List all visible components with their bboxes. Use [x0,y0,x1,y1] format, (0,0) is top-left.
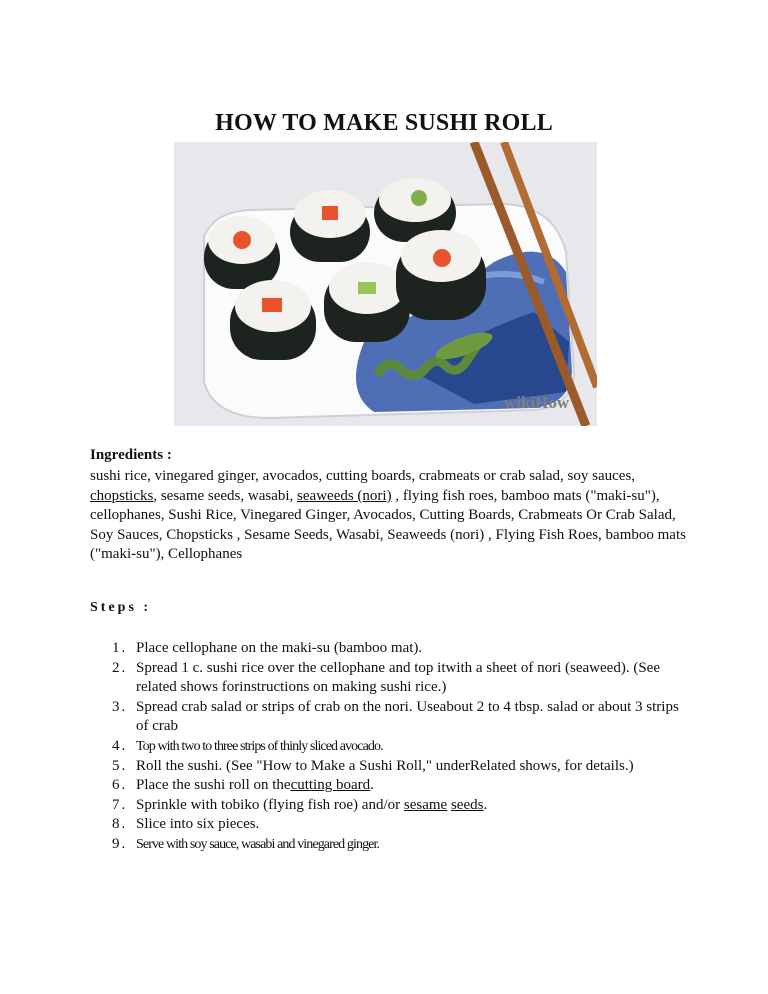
ingredients-text-3: , flying fish roes, bamboo mats ("maki-su"), cellophanes, Sushi Rice, Vinegared Ginger, Avocados, Cutting Boards, Crabmeats Or Crab Salad, Soy Sauces, Chopsticks , Sesame Seeds, Wasabi, Seaweeds (nori) , Flying Fish Roes, bamboo mats ("maki-su"), Cellophanes [90,487,686,563]
step-item [90,659,690,698]
step-text: Place cellophane on the maki-su (bamboo mat). [136,640,423,656]
seeds-link[interactable]: seeds [450,796,484,813]
step-text: Top with two to three strips of thinly sliced avocado. [136,738,383,754]
steps-list [90,639,690,855]
step-item [90,757,690,777]
step-text-end: . [370,777,374,794]
step-number: 2. [112,659,128,676]
step-text: Spread 1 c. sushi rice over the cellophane and top itwith a sheet of nori (seaweed). (See related shows forinstructions on making sushi rice.) [136,659,660,696]
step-item [90,639,690,659]
wikihow-watermark: wikiHow [504,393,570,412]
step-text: Sprinkle with tobiko (flying fish roe) and/or [136,796,404,813]
step-number: 7. [112,796,128,813]
chopsticks-link[interactable]: chopsticks [90,487,154,504]
step-item [90,737,690,757]
steps-heading: Steps : [90,600,152,615]
step-item [90,796,690,816]
step-text: Slice into six pieces. [136,816,260,833]
ingredients-heading: Ingredients : [90,447,172,463]
step-number: 5. [112,757,128,774]
ingredients-list [90,467,690,565]
step-text: Spread crab salad or strips of crab on the nori. Useabout 2 to 4 tbsp. salad or about 3 strips of crab [136,698,679,735]
cutting-board-link[interactable]: cutting board [290,777,371,794]
step-text: Roll the sushi. (See "How to Make a Sushi Roll," underRelated shows, for details.) [136,757,634,774]
step-item [90,835,690,855]
step-number: 4. [112,737,128,754]
sesame-link[interactable]: sesame [403,796,448,813]
ingredients-text-1: sushi rice, vinegared ginger, avocados, cutting boards, crabmeats or crab salad, soy sauces, [90,468,636,484]
step-text: Place the sushi roll on the [136,777,291,794]
step-number: 6. [112,777,128,794]
step-item [90,698,690,737]
step-item [90,815,690,835]
step-text-end: . [483,796,488,813]
document-title: HOW TO MAKE SUSHI ROLL [215,110,553,136]
step-item [90,776,690,796]
seaweeds-link[interactable]: seaweeds (nori) [297,487,392,504]
step-number: 9. [112,835,128,852]
step-number: 3. [112,698,128,715]
step-number: 1. [112,640,128,656]
sushi-photo [174,142,597,426]
ingredients-text-2: , sesame seeds, wasabi, [153,487,298,504]
step-number: 8. [112,816,128,833]
step-text: Serve with soy sauce, wasabi and vinegared ginger. [136,836,380,852]
